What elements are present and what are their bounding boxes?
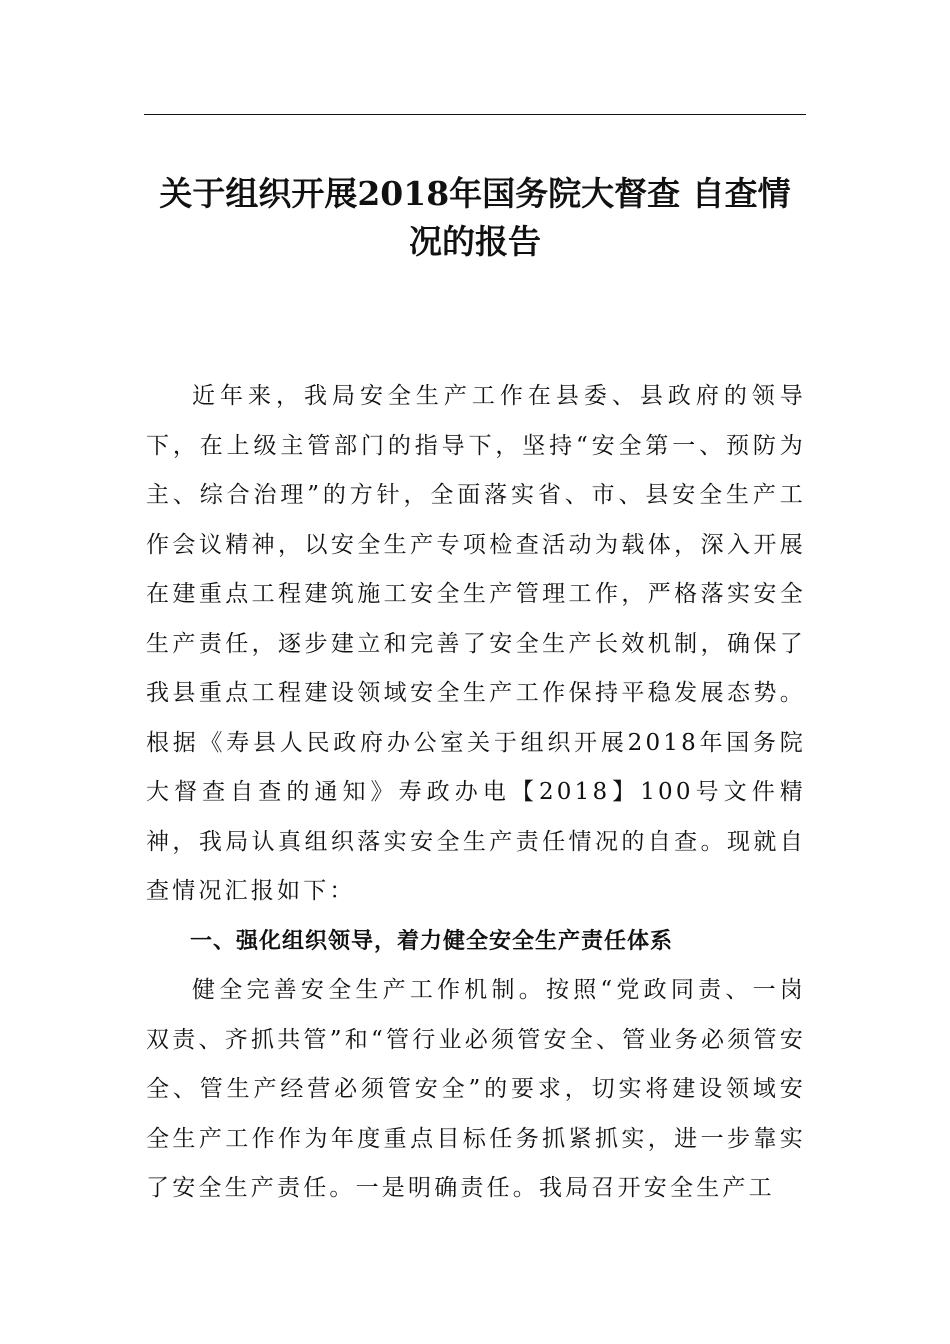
intro-paragraph: 近年来，我局安全生产工作在县委、县政府的领导下，在上级主管部门的指导下，坚持“安全第一、预防为主、综合治理”的方针，全面落实省、市、县安全生产工作会议精神，以安全生产专项检查活动为载体，深入开展在建重点工程建筑施工安全生产管理工作，严格落实安全生产责任，逐步建立和完善了安全生产长效机制，确保了我县重点工程建设领域安全生产工作保持平稳发展态势。根据《寿县人民政府办公室关于组织开展2018年国务院大督查自查的通知》寿政办电【2018】100号文件精神，我局认真组织落实安全生产责任情况的自查。现就自查情况汇报如下：: [146, 383, 806, 904]
document-title: 关于组织开展2018年国务院大督查 自查情况的报告: [159, 174, 791, 261]
header-rule: [144, 114, 806, 115]
section-paragraph: 健全完善安全生产工作机制。按照“党政同责、一岗双责、齐抓共管”和“管行业必须管安全、管业务必须管安全、管生产经营必须管安全”的要求，切实将建设领域安全生产工作作为年度重点目标任务抓紧抓实，进一步靠实了安全生产责任。一是明确责任。我局召开安全生产工: [146, 977, 806, 1201]
document-body: [146, 372, 806, 1214]
section-heading: 一、强化组织领导，着力健全安全生产责任体系: [190, 928, 674, 954]
